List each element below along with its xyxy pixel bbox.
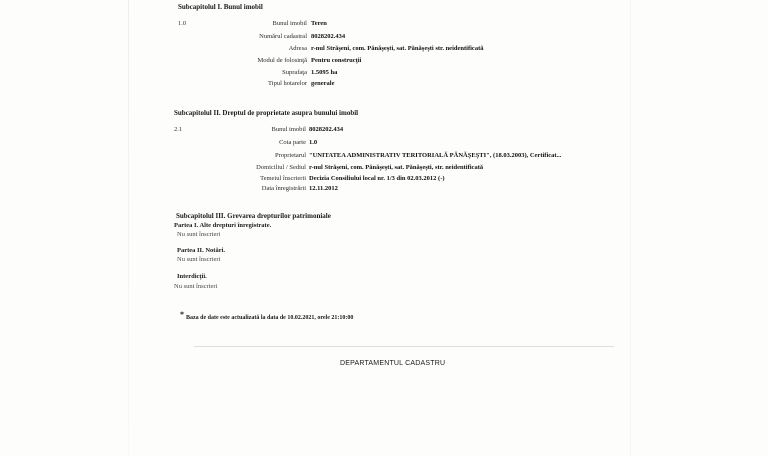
section1-index: 1.0 [178,20,187,27]
field-label: Modul de folosinţă [257,57,307,64]
part3-title: Interdicţii. [177,273,207,280]
field-value: generale [311,80,335,87]
field-label: Suprafaţa [282,69,307,76]
field-label: Bunul imobil [271,126,306,133]
part2-title: Partea II. Notări. [177,247,226,254]
part2-text: Nu sunt înscrieri [177,256,221,263]
field-value: 1.5095 ha [311,69,338,76]
field-value: Decizia Consiliului local nr. 1/3 din 02.03.2012 (-) [309,175,445,182]
part1-title: Partea I. Alte drepturi înregistrate. [174,222,272,229]
field-label: Domiciliul / Sediul [256,164,306,171]
field-label: Bunul imobil [272,20,307,27]
section1-title: Subcapitolul I. Bunul imobil [178,3,263,11]
field-value: 8028202.434 [311,33,346,40]
footnote-marker: * [180,310,184,319]
field-value: 1.0 [309,139,318,146]
section2-index: 2.1 [174,126,183,133]
footnote-text: Baza de date este actualizată la data de 10.02.2021, orele 21:10:00 [186,315,354,321]
field-value: Pentru construcţii [311,57,362,64]
field-value: 8028202.434 [309,126,344,133]
part3-text: Nu sunt înscrieri [174,283,218,290]
field-label: Adresa [288,45,307,52]
field-value: r-nul Străşeni, com. Pănăşeşti, sat. Pănăşeşti str. neidentificată [311,45,484,52]
field-label: Cota parte [279,139,306,146]
section2-title: Subcapitolul II. Dreptul de proprietate asupra bunului imobil [174,109,359,117]
scan-edge-right [630,0,631,456]
part1-text: Nu sunt înscrieri [177,231,221,238]
field-value: "UNITATEA ADMINISTRATIV TERITORIALĂ PĂNĂŞEŞTI", (18.03.2003), Certificat... [309,152,562,159]
footer-divider [194,346,614,347]
field-label: Data înregistrării [261,185,306,192]
field-value: 12.11.2012 [309,185,338,192]
section3-title: Subcapitolul III. Grevarea drepturilor patrimoniale [176,212,331,220]
field-label: Proprietarul [274,152,306,159]
field-label: Temeiul înscrierii [260,175,306,182]
department-name: DEPARTAMENTUL CADASTRU [340,360,446,367]
field-label: Tipul hotarelor [268,80,307,87]
field-value: Teren [311,20,327,27]
field-value: r-nul Străşeni, com. Pănăşeşti, sat. Pănăşeşti, str. neidentificată [309,164,484,171]
scan-edge-left [128,0,129,456]
field-label: Numărul cadastral [259,33,307,40]
